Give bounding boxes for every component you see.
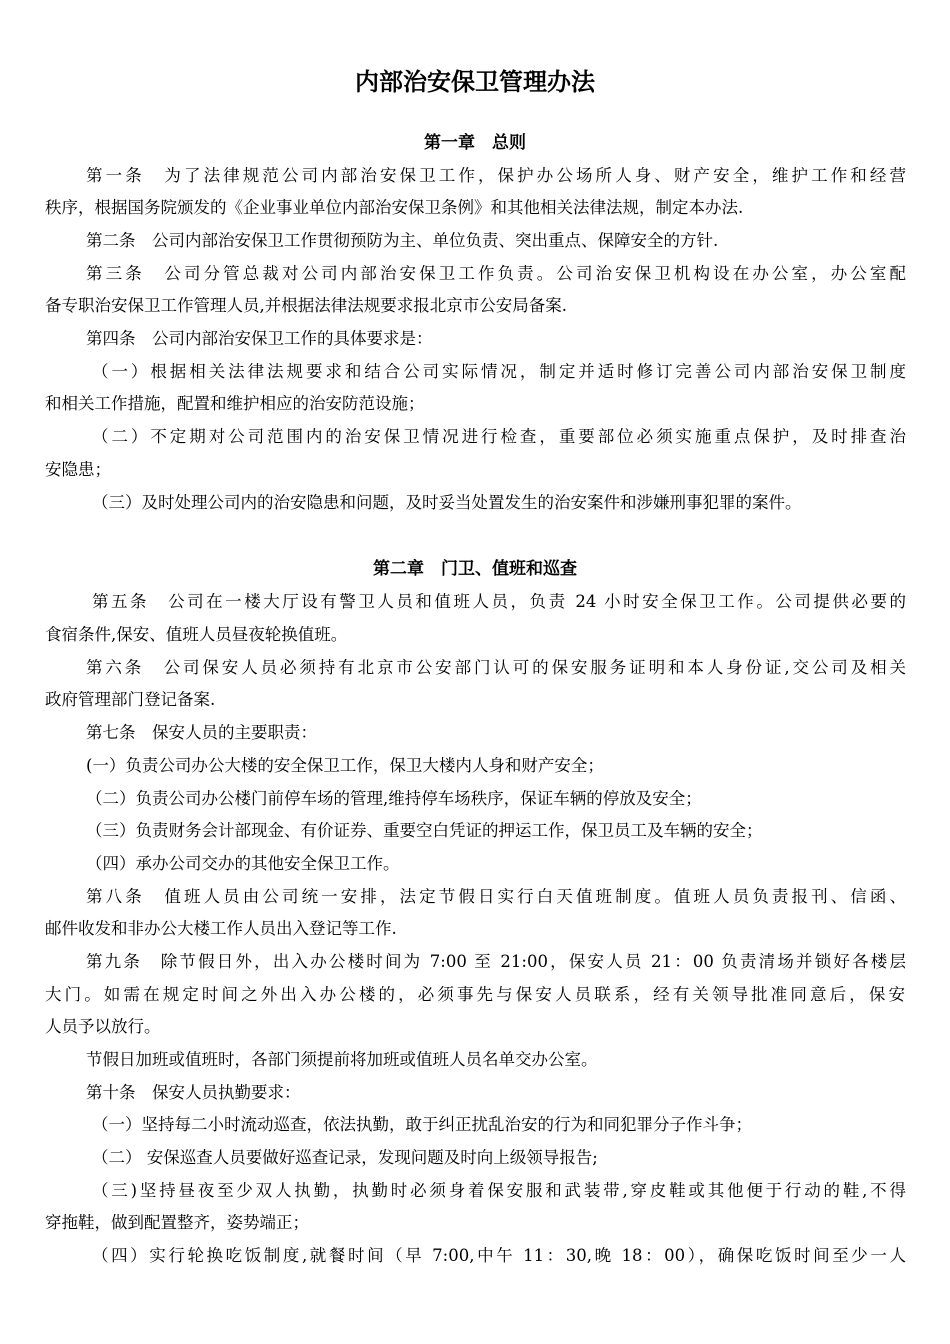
paragraph-line: （一）根据相关法律法规要求和结合公司实际情况，制定并适时修订完善公司内部治安保卫制度	[92, 362, 906, 381]
paragraph-line: （三)坚持昼夜至少双人执勤，执勤时必须身着保安服和武装带,穿皮鞋或其他便于行动的鞋,不得	[92, 1181, 906, 1200]
paragraph-line: 节假日加班或值班时，各部门须提前将加班或值班人员名单交办公室。	[86, 1050, 598, 1069]
paragraph-line: 备专职治安保卫工作管理人员,并根据法律法规要求报北京市公安局备案.	[45, 296, 567, 315]
paragraph-line: 第五条 公司在一楼大厅设有警卫人员和值班人员，负责 24 小时安全保卫工作。公司提供必要的	[92, 592, 906, 611]
paragraph-line: （三）及时处理公司内的治安隐患和问题，及时妥当处置发生的治安案件和涉嫌刑事犯罪的案件。	[92, 493, 802, 512]
paragraph-line: 安隐患；	[45, 460, 111, 479]
chapter-heading: 第一章 总则	[424, 133, 526, 153]
paragraph-line: 政府管理部门登记备案.	[45, 690, 216, 709]
paragraph-line: （四）实行轮换吃饭制度,就餐时间（早 7:00,中午 11：30,晚 18：00），确保吃饭时间至少一人	[92, 1246, 906, 1265]
paragraph-line: 第二条 公司内部治安保卫工作贯彻预防为主、单位负责、突出重点、保障安全的方针.	[86, 231, 719, 250]
paragraph-line: 第七条 保安人员的主要职责：	[86, 723, 317, 742]
paragraph-line: 穿拖鞋，做到配置整齐，姿势端正；	[45, 1213, 309, 1232]
paragraph-line: 第六条 公司保安人员必须持有北京市公安部门认可的保安服务证明和本人身份证,交公司及相关	[86, 658, 906, 677]
paragraph-line: 食宿条件,保安、值班人员昼夜轮换值班。	[45, 625, 348, 644]
chapter-heading: 第二章 门卫、值班和巡查	[373, 559, 577, 579]
paragraph-line: 第八条 值班人员由公司统一安排，法定节假日实行白天值班制度。值班人员负责报刊、信函、	[86, 887, 906, 906]
paragraph-line: 大门。如需在规定时间之外出入办公楼的，必须事先与保安人员联系，经有关领导批准同意后，保安	[45, 985, 905, 1004]
paragraph-line: 第九条 除节假日外，出入办公楼时间为 7:00 至 21:00，保安人员 21：00 负责清场并锁好各楼层	[86, 952, 906, 971]
paragraph-line: （二） 安保巡查人员要做好巡查记录，发现问题及时向上级领导报告;	[92, 1148, 598, 1167]
paragraph-line: 第三条 公司分管总裁对公司内部治安保卫工作负责。公司治安保卫机构设在办公室，办公室配	[86, 264, 906, 283]
paragraph-line: （一）坚持每二小时流动巡查，依法执勤，敢于纠正扰乱治安的行为和同犯罪分子作斗争；	[92, 1115, 752, 1134]
paragraph-line: （二）不定期对公司范围内的治安保卫情况进行检查，重要部位必须实施重点保护，及时排查治	[92, 427, 906, 446]
paragraph-line: 人员予以放行。	[45, 1017, 161, 1036]
paragraph-line: 第一条 为了法律规范公司内部治安保卫工作，保护办公场所人身、财产安全，维护工作和经营	[86, 166, 906, 185]
document-title: 内部治安保卫管理办法	[355, 68, 595, 96]
paragraph-line: （四）承办公司交办的其他安全保卫工作。	[86, 854, 400, 873]
paragraph-line: （二）负责公司办公楼门前停车场的管理,维持停车场秩序，保证车辆的停放及安全；	[86, 789, 702, 808]
paragraph-line: 和相关工作措施，配置和维护相应的治安防范设施；	[45, 394, 425, 413]
paragraph-line: (一）负责公司办公大楼的安全保卫工作，保卫大楼内人身和财产安全；	[86, 756, 604, 775]
paragraph-line: 邮件收发和非办公大楼工作人员出入登记等工作.	[45, 919, 397, 938]
paragraph-line: 第四条 公司内部治安保卫工作的具体要求是：	[86, 329, 433, 348]
paragraph-line: 秩序，根据国务院颁发的《企业事业单位内部治安保卫条例》和其他相关法律法规，制定本办法.	[45, 198, 744, 217]
paragraph-line: （三）负责财务会计部现金、有价证券、重要空白凭证的押运工作，保卫员工及车辆的安全；	[86, 821, 763, 840]
paragraph-line: 第十条 保安人员执勤要求：	[86, 1083, 301, 1102]
